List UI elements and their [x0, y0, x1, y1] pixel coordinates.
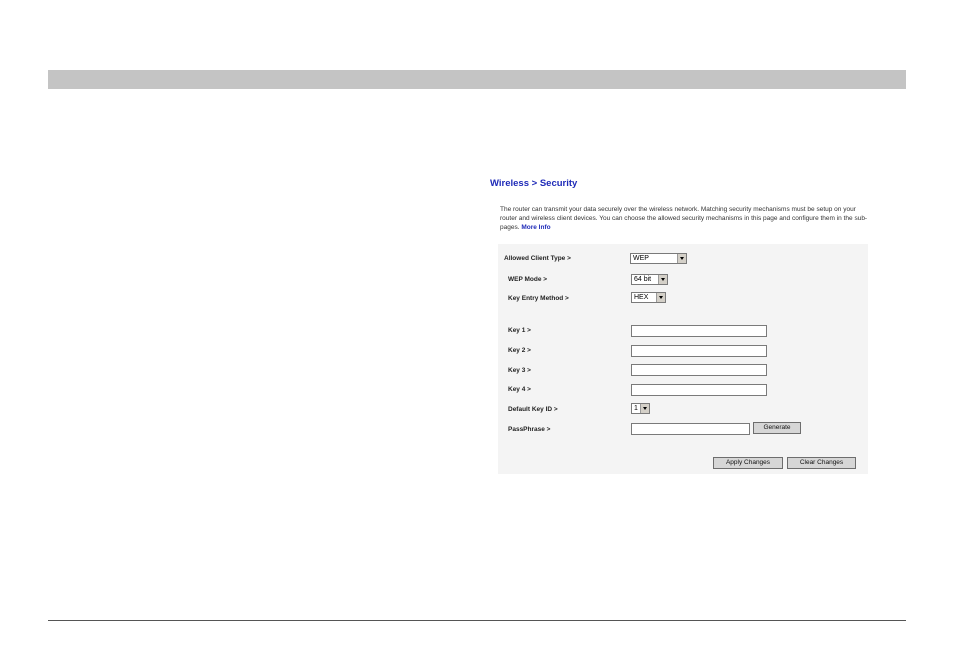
security-form — [498, 244, 868, 474]
key1-label: Key 1 > — [508, 327, 531, 334]
header-bar — [48, 70, 906, 89]
allowed-client-type-select[interactable] — [630, 253, 687, 264]
wep-mode-select[interactable] — [631, 274, 668, 285]
default-key-id-value: 1 — [634, 405, 638, 412]
chevron-down-icon — [658, 275, 667, 284]
key4-label: Key 4 > — [508, 386, 531, 393]
generate-button[interactable]: Generate — [753, 422, 801, 434]
key2-input[interactable] — [631, 345, 767, 357]
chevron-down-icon — [677, 254, 686, 263]
chevron-down-icon — [640, 404, 649, 413]
intro-text: The router can transmit your data securely over the wireless network. Matching security mechanisms must be setup on your router and wireless client devices. You can choose the allowed security mechanisms in this page and configure them in the sub-pages. — [500, 206, 868, 231]
allowed-client-type-value: WEP — [633, 255, 649, 262]
allowed-client-type-label: Allowed Client Type > — [504, 255, 571, 262]
wep-mode-label: WEP Mode > — [508, 276, 548, 283]
key-entry-method-value: HEX — [634, 294, 649, 301]
key1-input[interactable] — [631, 325, 767, 337]
intro-paragraph — [500, 205, 870, 232]
key-entry-method-select[interactable] — [631, 292, 666, 303]
default-key-id-select[interactable] — [631, 403, 650, 414]
breadcrumb: Wireless > Security — [490, 178, 578, 189]
chevron-down-icon — [656, 293, 665, 302]
apply-changes-button[interactable]: Apply Changes — [713, 457, 783, 469]
key3-input[interactable] — [631, 364, 767, 376]
key2-label: Key 2 > — [508, 347, 531, 354]
key3-label: Key 3 > — [508, 367, 531, 374]
more-info-link[interactable]: More Info — [521, 224, 551, 231]
wep-mode-value: 64 bit — [634, 276, 652, 283]
default-key-id-label: Default Key ID > — [508, 406, 558, 413]
footer-divider — [48, 620, 906, 621]
wireless-security-panel — [490, 170, 870, 475]
passphrase-input[interactable] — [631, 423, 750, 435]
key4-input[interactable] — [631, 384, 767, 396]
passphrase-label: PassPhrase > — [508, 426, 551, 433]
clear-changes-button[interactable]: Clear Changes — [787, 457, 856, 469]
key-entry-method-label: Key Entry Method > — [508, 295, 569, 302]
